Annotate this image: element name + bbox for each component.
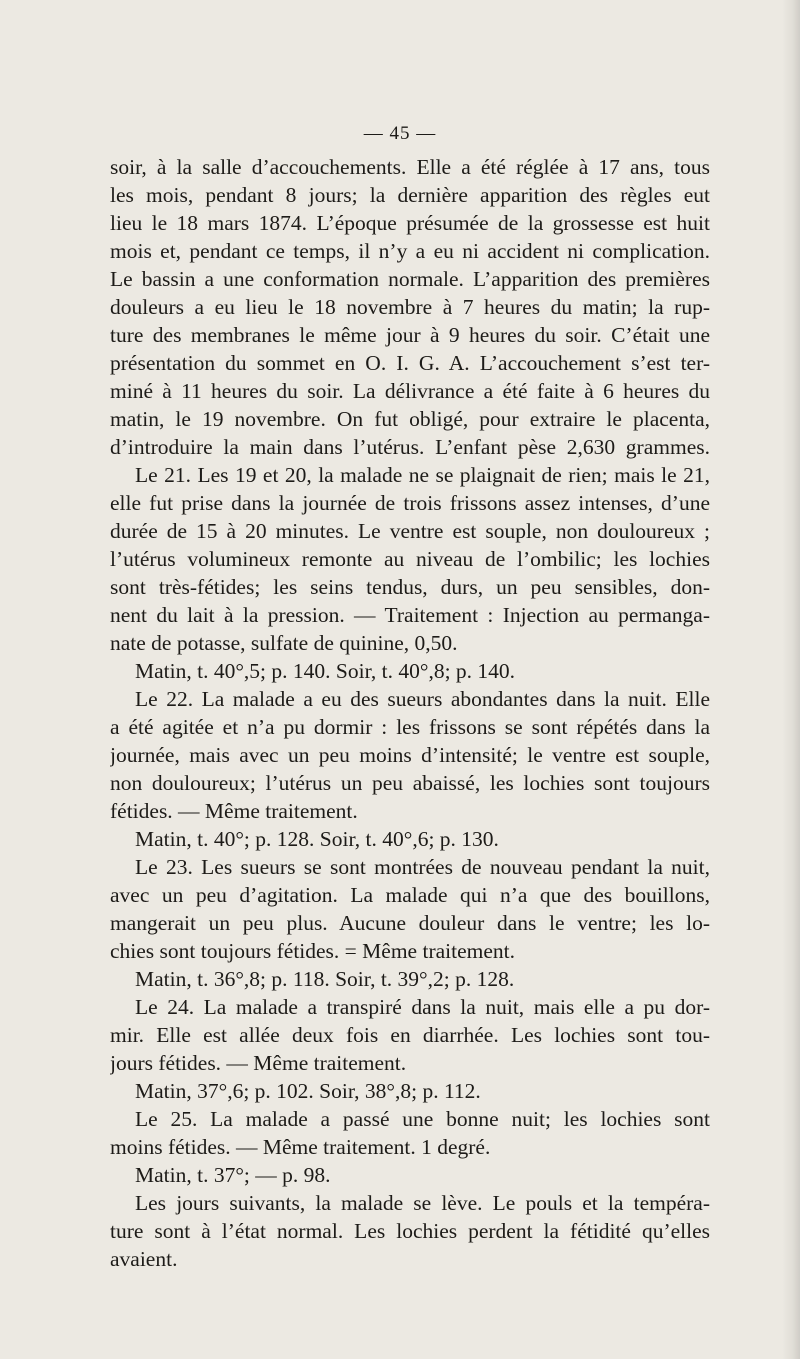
text-line: mois et, pendant ce temps, il n’y a eu ni accident ni complication. — [110, 239, 710, 263]
text-line: Matin, 37°,6; p. 102. Soir, 38°,8; p. 112. — [135, 1079, 481, 1103]
text-line: Le bassin a une conformation normale. L’apparition des premières — [110, 267, 710, 291]
text-line: chies sont toujours fétides. = Même traitement. — [110, 939, 516, 963]
text-line: elle fut prise dans la journée de trois frissons assez intenses, d’une — [110, 491, 710, 515]
text-line: moins fétides. — Même traitement. 1 degré. — [110, 1135, 491, 1159]
text-line: d’introduire la main dans l’utérus. L’enfant pèse 2,630 grammes. — [110, 435, 710, 459]
text-line: soir, à la salle d’accouchements. Elle a été réglée à 17 ans, tous — [110, 155, 710, 179]
text-line: durée de 15 à 20 minutes. Le ventre est souple, non douloureux ; — [110, 519, 710, 543]
text-line: avaient. — [110, 1247, 178, 1271]
text-line: jours fétides. — Même traitement. — [110, 1051, 407, 1075]
text-line: non douloureux; l’utérus un peu abaissé, les lochies sont toujours — [110, 771, 710, 795]
text-line: journée, mais avec un peu moins d’intensité; le ventre est souple, — [110, 743, 710, 767]
text-line: nent du lait à la pression. — Traitement : Injection au permanga- — [110, 603, 710, 627]
text-line: mir. Elle est allée deux fois en diarrhée. Les lochies sont tou- — [110, 1023, 710, 1047]
text-line: présentation du sommet en O. I. G. A. L’accouchement s’est ter- — [110, 351, 710, 375]
page-number: — 45 — — [363, 123, 437, 144]
text-line: fétides. — Même traitement. — [110, 799, 358, 823]
text-line: mangerait un peu plus. Aucune douleur dans le ventre; les lo- — [110, 911, 710, 935]
text-line: nate de potasse, sulfate de quinine, 0,50. — [110, 631, 458, 655]
body-text — [110, 153, 710, 1273]
text-line: l’utérus volumineux remonte au niveau de l’ombilic; les lochies — [110, 547, 710, 571]
text-line: lieu le 18 mars 1874. L’époque présumée de la grossesse est huit — [110, 211, 710, 235]
text-line: Matin, t. 36°,8; p. 118. Soir, t. 39°,2; p. 128. — [135, 967, 515, 991]
text-line: Matin, t. 40°; p. 128. Soir, t. 40°,6; p. 130. — [135, 827, 499, 851]
text-line: Le 24. La malade a transpiré dans la nuit, mais elle a pu dor- — [135, 995, 710, 1019]
text-line: Le 23. Les sueurs se sont montrées de nouveau pendant la nuit, — [135, 855, 710, 879]
text-line: douleurs a eu lieu le 18 novembre à 7 heures du matin; la rup- — [110, 295, 710, 319]
text-line: sont très-fétides; les seins tendus, durs, un peu sensibles, don- — [110, 575, 710, 599]
text-line: Matin, t. 40°,5; p. 140. Soir, t. 40°,8; p. 140. — [135, 659, 516, 683]
text-line: Le 21. Les 19 et 20, la malade ne se plaignait de rien; mais le 21, — [135, 463, 710, 487]
text-line: avec un peu d’agitation. La malade qui n’a que des bouillons, — [110, 883, 710, 907]
text-line: matin, le 19 novembre. On fut obligé, pour extraire le placenta, — [110, 407, 710, 431]
text-line: Les jours suivants, la malade se lève. Le pouls et la tempéra- — [135, 1191, 710, 1215]
text-line: Le 25. La malade a passé une bonne nuit; les lochies sont — [135, 1107, 710, 1131]
page-edge-shadow — [782, 0, 800, 1359]
text-line: ture des membranes le même jour à 9 heures du soir. C’était une — [110, 323, 710, 347]
text-line: Le 22. La malade a eu des sueurs abondantes dans la nuit. Elle — [135, 687, 710, 711]
text-line: les mois, pendant 8 jours; la dernière apparition des règles eut — [110, 183, 710, 207]
text-line: miné à 11 heures du soir. La délivrance a été faite à 6 heures du — [110, 379, 710, 403]
text-line: a été agitée et n’a pu dormir : les frissons se sont répétés dans la — [110, 715, 710, 739]
text-line: ture sont à l’état normal. Les lochies perdent la fétidité qu’elles — [110, 1219, 710, 1243]
text-line: Matin, t. 37°; — p. 98. — [135, 1163, 331, 1187]
